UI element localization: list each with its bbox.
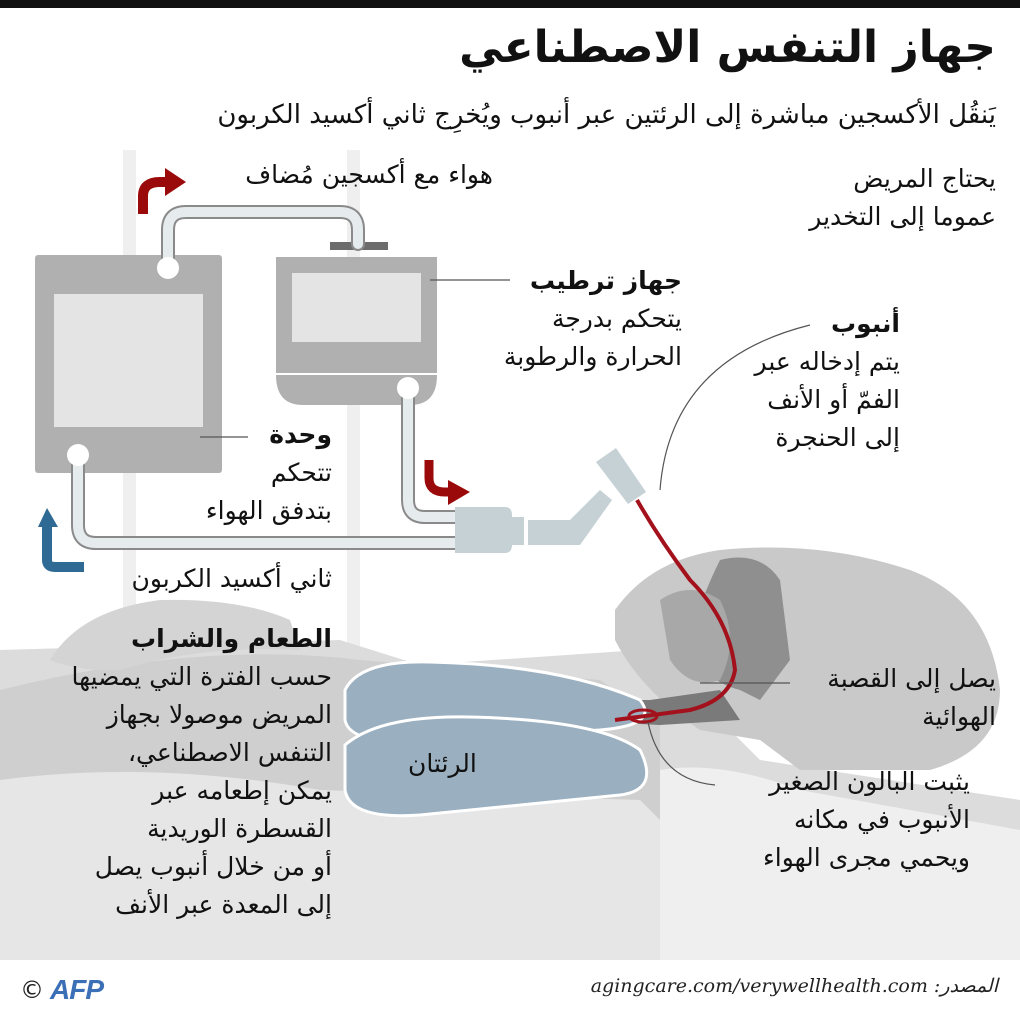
- oxygen-out-arrow-icon: [165, 168, 186, 196]
- tube-label: أنبوب يتم إدخاله عبر الفمّ أو الأنف إلى الحنجرة: [754, 309, 900, 452]
- y-connector: [455, 507, 512, 553]
- copyright-icon: ©: [20, 976, 44, 1004]
- inflow-arrow-icon: [448, 480, 470, 505]
- afp-logo: AFP: [50, 974, 103, 1005]
- source-credit: المصدر: agingcare.com/verywellhealth.com: [590, 975, 998, 997]
- page-title: جهاز التنفس الاصطناعي: [459, 22, 996, 73]
- co2-arrow-icon: [38, 508, 58, 527]
- control-unit-screen: [54, 294, 203, 427]
- lungs-label: الرئتان: [408, 749, 477, 778]
- page-subtitle: يَنقُل الأكسجين مباشرة إلى الرئتين عبر أنبوب ويُخرِج ثاني أكسيد الكربون: [217, 100, 996, 130]
- balloon-label: يثبت البالون الصغير الأنبوب في مكانه ويحمي مجرى الهواء: [763, 767, 970, 872]
- co2-label: ثاني أكسيد الكربون: [131, 564, 332, 593]
- humidifier-screen: [292, 273, 421, 342]
- anesthesia-note: يحتاج المريض عموما إلى التخدير: [809, 164, 996, 231]
- food-drink-label: الطعام والشراب حسب الفترة التي يمضيها المريض موصولا بجهاز التنفس الاصطناعي، يمكن إطعامه عبر القسطرة الوريدية أو من خلال أنبوب يصل إلى المعدة عبر الأنف: [71, 624, 332, 919]
- trachea-label: يصل إلى القصبة الهوائية: [827, 664, 996, 731]
- oxygen-air-label: هواء مع أكسجين مُضاف: [245, 160, 493, 189]
- agency-credit: [20, 974, 103, 1006]
- control-unit-label: وحدة تتحكم بتدفق الهواء: [205, 420, 332, 525]
- oxygen-out-arrow-shaft: [143, 182, 168, 214]
- humidifier-label: جهاز ترطيب يتحكم بدرجة الحرارة والرطوبة: [503, 266, 682, 371]
